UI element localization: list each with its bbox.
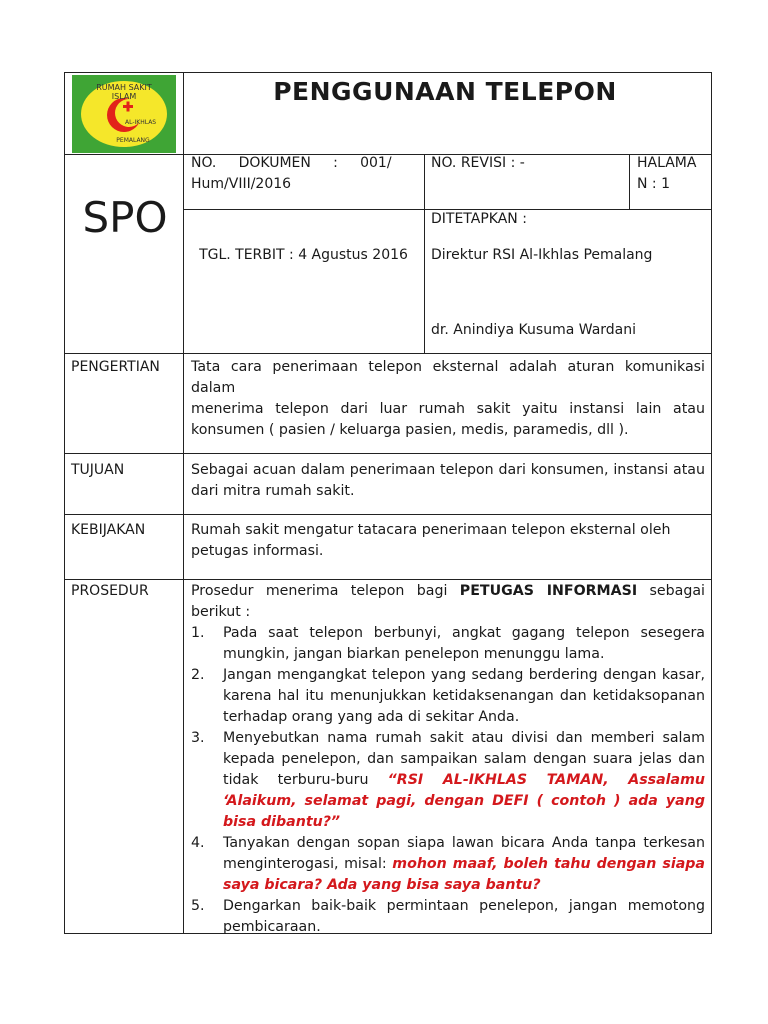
list-item: 5. Dengarkan baik-baik permintaan penelepon, jangan memotong pembicaraan. [191, 898, 705, 935]
logo-text-bottom: PEMALANG [116, 137, 150, 144]
prosedur-label: PROSEDUR [71, 583, 149, 599]
spo-label: SPO [82, 193, 168, 242]
pengertian-label: PENGERTIAN [71, 359, 160, 375]
divider [65, 514, 711, 515]
dokter-signatory: dr. Anindiya Kusuma Wardani [431, 322, 637, 338]
divider [629, 154, 630, 209]
divider [424, 154, 425, 353]
kebijakan-text: Rumah sakit mengatur tatacara penerimaan telepon eksternal oleh petugas informasi. [191, 522, 671, 559]
divider [65, 453, 711, 454]
logo-text-mid: AL-IKHLAS [125, 119, 157, 126]
direktur: Direktur RSI Al-Ikhlas Pemalang [431, 247, 653, 263]
hospital-logo [72, 75, 176, 153]
prosedur-intro: Prosedur menerima telepon bagi PETUGAS INFORMASI sebagai berikut : [191, 583, 705, 620]
list-item: 2. Jangan mengangkat telepon yang sedang berdering dengan kasar, karena hal itu menunjukkan ketidaksenangan dan ketidaksopanan terhadap orang yang ada di sekitar Anda. [191, 667, 705, 725]
ditetapkan: DITETAPKAN : [431, 211, 527, 227]
page-title: PENGGUNAAN TELEPON [273, 77, 617, 106]
list-item: 3. Menyebutkan nama rumah sakit atau divisi dan memberi salam kepada penelepon, dan sampaikan salam dengan suara jelas dan tidak terburu-buru “RSI AL-IKHLAS TAMAN, Assalamu ‘Alaikum, selamat pagi, dengan DEFI ( contoh ) ada yang bisa dibantu?” [191, 730, 705, 830]
spo-document [64, 72, 712, 934]
list-item: 4. Tanyakan dengan sopan siapa lawan bicara Anda tanpa terkesan menginterogasi, misal: mohon maaf, boleh tahu dengan siapa saya bicara? Ada yang bisa saya bantu? [191, 835, 705, 893]
no-revisi: NO. REVISI : - [431, 155, 525, 171]
tujuan-text: Sebagai acuan dalam penerimaan telepon dari konsumen, instansi atau dari mitra rumah sakit. [191, 462, 705, 499]
divider [183, 73, 184, 933]
halaman: HALAMA N : 1 [637, 155, 697, 192]
logo-text-top: RUMAH SAKIT ISLAM [96, 83, 152, 101]
kebijakan-label: KEBIJAKAN [71, 522, 146, 538]
list-item: 1. Pada saat telepon berbunyi, angkat gagang telepon sesegera mungkin, jangan biarkan penelepon menunggu lama. [191, 625, 705, 662]
pengertian-text: Tata cara penerimaan telepon eksternal adalah aturan komunikasi dalam menerima telepon dari luar rumah sakit yaitu instansi lain atau konsumen ( pasien / keluarga pasien, medis, paramedis, dll ). [191, 359, 705, 438]
no-dokumen: NO. DOKUMEN : 001/ Hum/VIII/2016 [191, 155, 392, 192]
tgl-terbit: TGL. TERBIT : 4 Agustus 2016 [199, 247, 408, 263]
prosedur-text [191, 581, 705, 938]
divider [65, 579, 711, 580]
tujuan-label: TUJUAN [71, 462, 125, 478]
divider [65, 353, 711, 354]
